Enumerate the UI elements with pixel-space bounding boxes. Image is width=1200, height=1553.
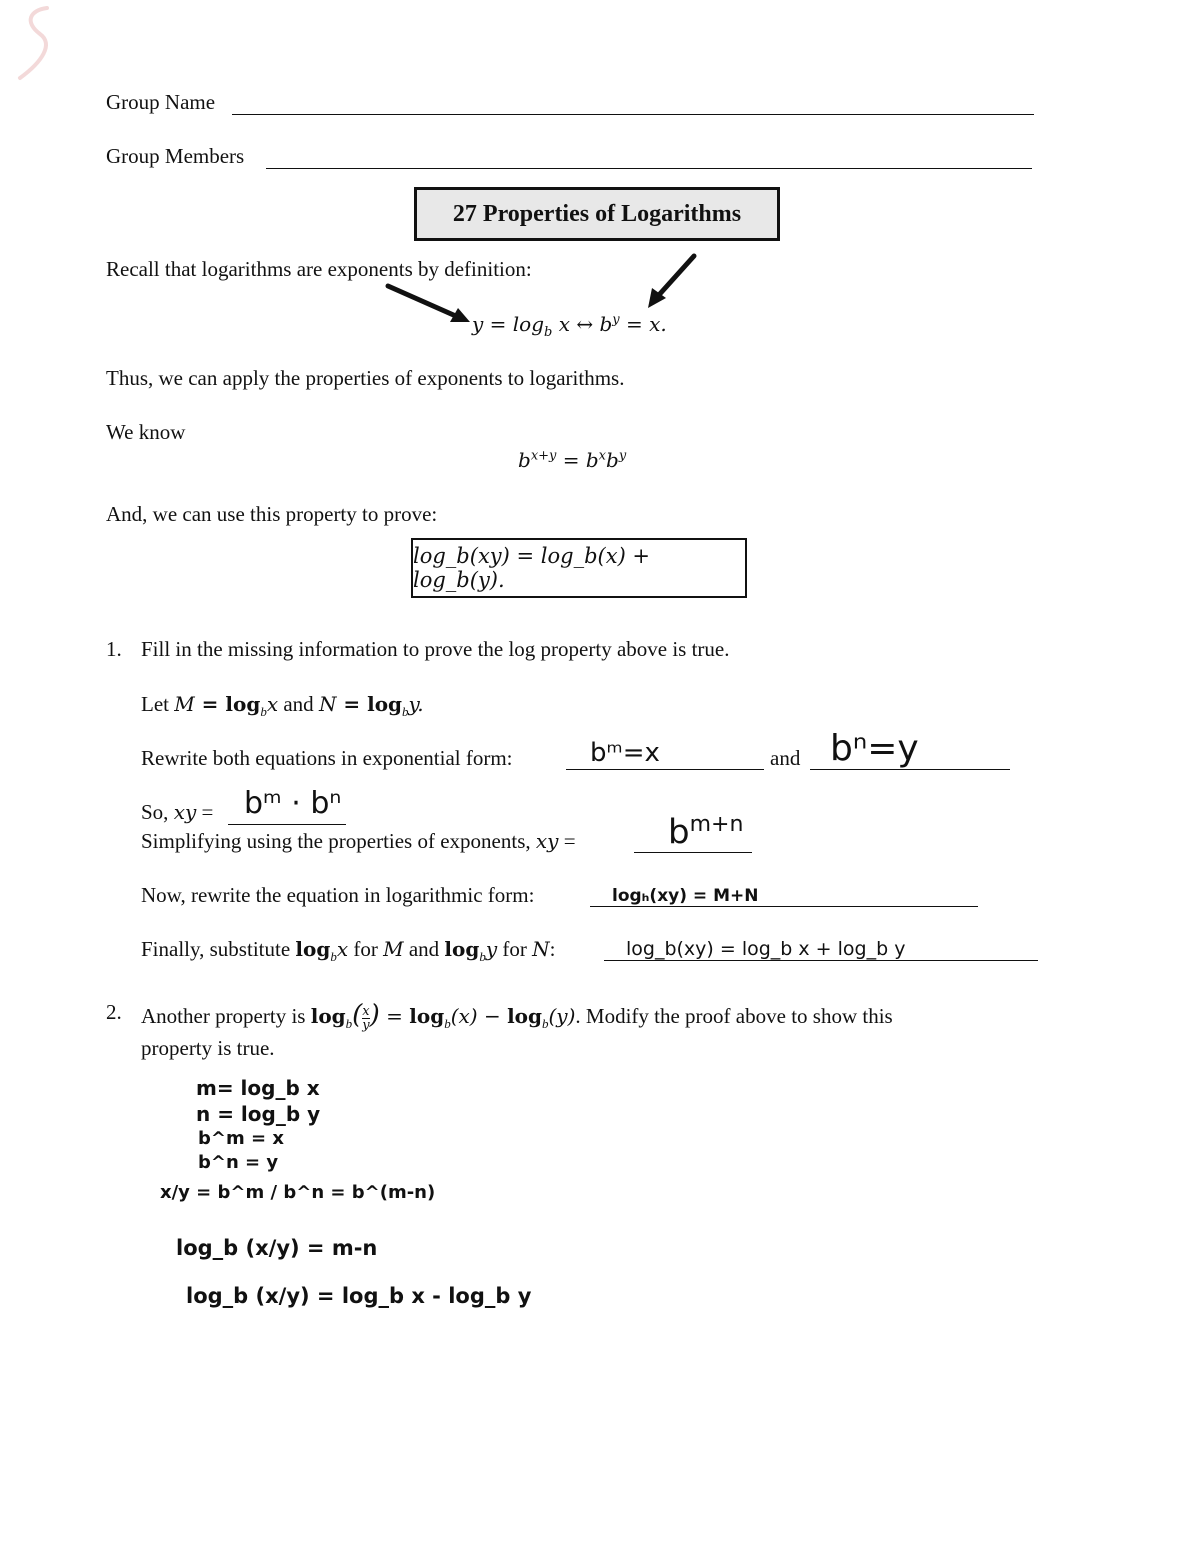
q1-let-line: Let $M = \log_bx$ and $N = \log_by$. <box>141 692 424 720</box>
rewrite-label: Rewrite both equations in exponential form: <box>141 746 513 770</box>
we-know-text: We know <box>106 420 186 444</box>
handwritten-answer-log-form: logₕ(xy) = M+N <box>612 886 759 906</box>
q1-number: 1. <box>106 637 122 661</box>
so-label: So, xy = <box>141 800 214 824</box>
q2-work-line: b^n = y <box>198 1152 279 1173</box>
q2-work-line: b^m = x <box>198 1128 284 1149</box>
group-members-label: Group Members <box>106 144 245 168</box>
and-text: And, we can use this property to prove: <box>106 502 438 526</box>
handwritten-answer-simplify: $b^{m+n}$ <box>668 812 744 853</box>
handwritten-answer-exp2: bⁿ=y <box>830 728 919 769</box>
simplify-label: Simplifying using the properties of exponents, xy = <box>141 829 576 853</box>
rewrite-answer-line-2[interactable] <box>810 769 1010 770</box>
q2-prompt-line1: Another property is $\log_b$( $\frac{x}{y}$ ) = $\log_b(x) - \log_b(y)$. Modify the proof above to show this <box>141 1000 893 1033</box>
rewrite-and: and <box>770 746 801 770</box>
substitute-answer-line[interactable] <box>604 960 1038 961</box>
q2-prompt-line2: property is true. <box>141 1036 275 1060</box>
thus-text: Thus, we can apply the properties of exponents to logarithms. <box>106 366 625 390</box>
definition-equation: $y = \log_b x$ ↔ $b^y = x$. <box>472 312 667 340</box>
exponent-rule: $b^{x+y} = b^xb^y$ <box>518 448 627 472</box>
so-answer-line[interactable] <box>228 824 346 825</box>
handwritten-answer-so: bᵐ · bⁿ <box>244 786 342 821</box>
substitute-label: Finally, substitute $\log_bx$ for M and $\log_by$ for N: <box>141 937 556 965</box>
handwritten-answer-substitute: log_b(xy) = log_b x + log_b y <box>626 938 906 960</box>
group-members-field[interactable] <box>266 168 1032 169</box>
group-name-label: Group Name <box>106 90 216 114</box>
log-form-answer-line[interactable] <box>590 906 978 907</box>
q2-number: 2. <box>106 1000 122 1024</box>
q2-work-line: log_b (x/y) = m-n <box>176 1236 378 1260</box>
q2-work-line: m= log_b x <box>196 1076 320 1100</box>
recall-text: Recall that logarithms are exponents by definition: <box>106 257 532 281</box>
handwritten-answer-exp1: bᵐ=x <box>590 738 660 768</box>
q2-work-line: x/y = b^m / b^n = b^(m-n) <box>160 1182 436 1203</box>
page-title-text: 27 Properties of Logarithms <box>452 200 742 227</box>
boxed-property-text: log_b(xy) = log_b(x) + log_b(y). <box>413 544 651 592</box>
boxed-property <box>411 538 747 598</box>
q2-work-line: n = log_b y <box>196 1102 321 1126</box>
page-title <box>414 187 780 241</box>
watermark-mark <box>2 0 72 90</box>
q2-work-line: log_b (x/y) = log_b x - log_b y <box>186 1284 532 1308</box>
q1-prompt: Fill in the missing information to prove the log property above is true. <box>141 637 730 661</box>
group-name-field[interactable] <box>232 114 1034 115</box>
log-form-label: Now, rewrite the equation in logarithmic form: <box>141 883 535 907</box>
rewrite-answer-line-1[interactable] <box>566 769 764 770</box>
